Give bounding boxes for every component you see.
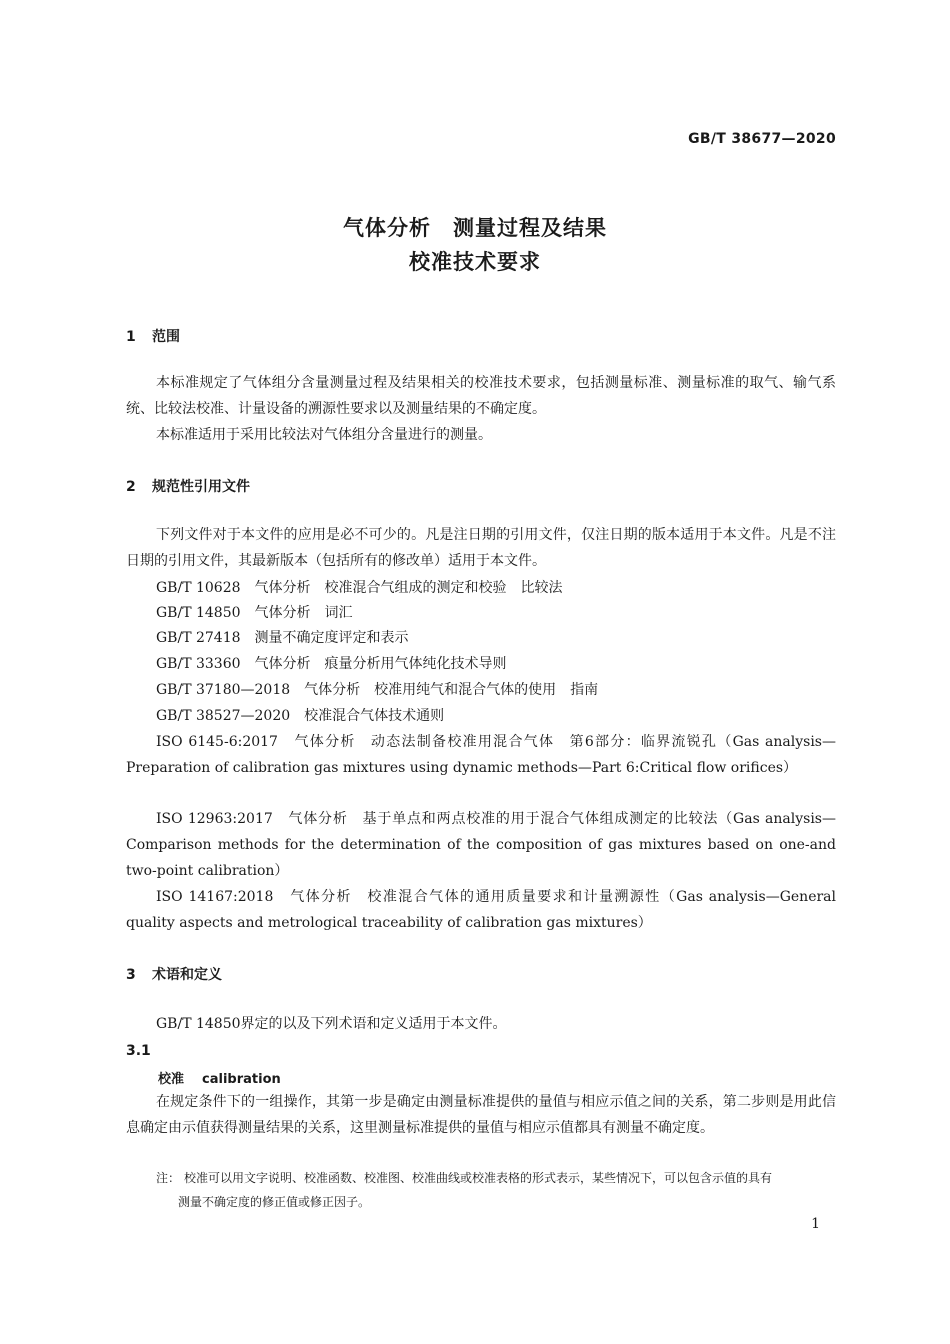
reference-item-iso-6145: ISO 6145-6:2017 气体分析 动态法制备校准用混合气体 第6部分：临界流锐孔（Gas analysis—Preparation of calibration gas mixtures using dynamic methods—Part 6:Critical flow orifices） [126,734,836,776]
note-label: 注： [156,1171,181,1185]
reference-item: GB/T 38527—2020 校准混合气体技术通则 [156,708,445,724]
section-number: 1 [126,329,136,345]
terms-intro: GB/T 14850界定的以及下列术语和定义适用于本文件。 [156,1016,507,1032]
reference-item-iso-14167: ISO 14167:2018 气体分析 校准混合气体的通用质量要求和计量溯源性（Gas analysis—General quality aspects and metrological traceability of calibration gas mixtures） [126,889,836,931]
term-chinese: 校准 [158,1072,185,1087]
scope-paragraph-1: 本标准规定了气体组分含量测量过程及结果相关的校准技术要求，包括测量标准、测量标准的取气、输气系统、比较法校准、计量设备的溯源性要求以及测量结果的不确定度。 [126,375,836,417]
term-english: calibration [202,1072,281,1087]
reference-item-iso-12963: ISO 12963:2017 气体分析 基于单点和两点校准的用于混合气体组成测定的比较法（Gas analysis—Comparison methods for the determination of the composition of gas mixtures based on one-and two-point calibration） [126,811,836,879]
document-title-line2: 校准技术要求 [409,250,541,274]
standard-code: GB/T 38677—2020 [688,131,836,147]
term-number: 3.1 [126,1043,151,1059]
section-number: 2 [126,479,136,495]
references-intro: 下列文件对于本文件的应用是必不可少的。凡是注日期的引用文件，仅注日期的版本适用于本文件。凡是不注日期的引用文件，其最新版本（包括所有的修改单）适用于本文件。 [126,527,836,569]
section-title: 术语和定义 [152,967,222,983]
section-2-heading [126,476,250,496]
page-number: 1 [811,1216,820,1232]
note-text-line1: 校准可以用文字说明、校准函数、校准图、校准曲线或校准表格的形式表示，某些情况下，可以包含示值的具有 [184,1171,773,1185]
section-number: 3 [126,967,136,983]
term-name [158,1068,281,1087]
section-3-heading [126,964,222,984]
section-title: 规范性引用文件 [152,479,250,495]
reference-item: GB/T 33360 气体分析 痕量分析用气体纯化技术导则 [156,656,507,672]
reference-item: GB/T 37180—2018 气体分析 校准用纯气和混合气体的使用 指南 [156,682,599,698]
reference-item: GB/T 14850 气体分析 词汇 [156,605,353,621]
section-1-heading [126,326,180,346]
scope-paragraph-2: 本标准适用于采用比较法对气体组分含量进行的测量。 [156,427,492,443]
reference-item: GB/T 27418 测量不确定度评定和表示 [156,630,409,646]
reference-item: GB/T 10628 气体分析 校准混合气组成的测定和校验 比较法 [156,580,563,596]
term-note [156,1166,836,1214]
term-definition: 在规定条件下的一组操作，其第一步是确定由测量标准提供的量值与相应示值之间的关系，第二步则是用此信息确定由示值获得测量结果的关系，这里测量标准提供的量值与相应示值都具有测量不确定度。 [126,1094,836,1136]
note-text-line2: 测量不确定度的修正值或修正因子。 [178,1195,371,1209]
section-title: 范围 [152,329,180,345]
document-title-line1: 气体分析 测量过程及结果 [343,216,607,240]
